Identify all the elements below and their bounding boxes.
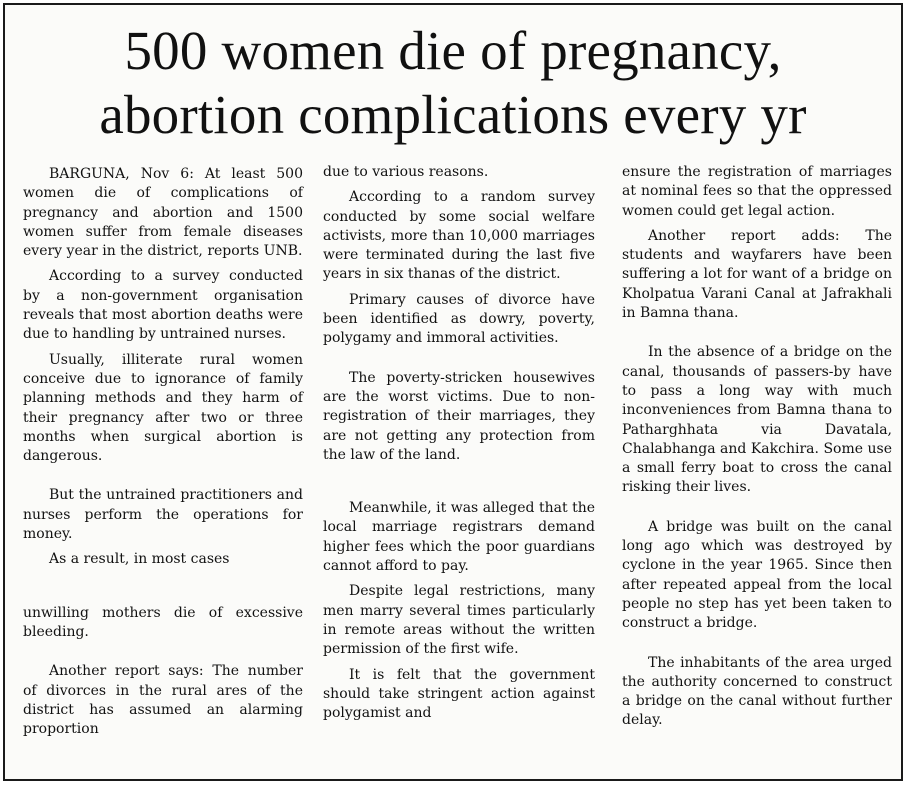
paragraph: Another report adds: The students and wayfarers have been suffering a lot for want of a bridge on Kholpatua Varani Canal at Jafrakhali in Bamna thana. [622, 227, 892, 322]
paragraph: BARGUNA, Nov 6: At least 500 women die of complications of pregnancy and abortion and 1500 women suffer from female diseases every year in the district, reports UNB. [23, 166, 303, 260]
paragraph: According to a survey conducted by a non-government organisation reveals that most abortion deaths were due to handling by untrained nurses. [23, 268, 303, 343]
paragraph: But the untrained practitioners and nurses perform the operations for money. [23, 487, 303, 543]
paragraph: Usually, illiterate rural women conceive due to ignorance of family planning methods and they harm of their pregnancy after two or three months when surgical abortion is dangerous. [23, 351, 303, 465]
article-column-1 [23, 165, 303, 745]
article-column-3 [622, 163, 892, 737]
paragraph: unwilling mothers die of excessive bleeding. [23, 604, 303, 640]
paragraph: It is felt that the government should take stringent action against polygamist and [323, 666, 595, 722]
headline [5, 19, 901, 147]
paragraph: Another report says: The number of divorces in the rural ares of the district has assumed an alarming proportion [23, 663, 303, 738]
headline-line-2: abortion complications every yr [99, 84, 807, 145]
paragraph: The inhabitants of the area urged the authority concerned to construct a bridge on the canal without further delay. [622, 654, 892, 729]
article-column-2 [323, 163, 595, 729]
paragraph: In the absence of a bridge on the canal, thousands of passers-by have to pass a long way with much inconveniences from Bamna thana to Patharghhata via Davatala, Chalabhanga and Kakchira. Some use a small ferry boat to cross the canal risking their lives. [622, 344, 892, 496]
headline-line-1: 500 women die of pregnancy, [124, 20, 782, 81]
paragraph: A bridge was built on the canal long ago which was destroyed by cyclone in the year 1965. Since then after repeated appeal from the local people no step has yet been taken to construct a bridge. [622, 518, 892, 632]
paragraph: According to a random survey conducted by some social welfare activists, more than 10,000 marriages were terminated during the last five years in six thanas of the district. [323, 189, 595, 283]
paragraph: due to various reasons. [323, 164, 489, 180]
paragraph: As a result, in most cases [49, 551, 230, 568]
newspaper-clipping [3, 3, 903, 781]
paragraph: Meanwhile, it was alleged that the local marriage registrars demand higher fees which the poor guardians cannot afford to pay. [323, 500, 595, 575]
paragraph: Despite legal restrictions, many men marry several times particularly in remote areas without the written permission of the first wife. [323, 583, 595, 658]
paragraph: ensure the registration of marriages at nominal fees so that the oppressed women could get legal action. [622, 164, 892, 219]
paragraph: Primary causes of divorce have been identified as dowry, poverty, polygamy and immoral activities. [323, 291, 595, 347]
paragraph: The poverty-stricken housewives are the worst victims. Due to non-registration of their marriages, they are not getting any protection from the law of the land. [323, 369, 595, 463]
